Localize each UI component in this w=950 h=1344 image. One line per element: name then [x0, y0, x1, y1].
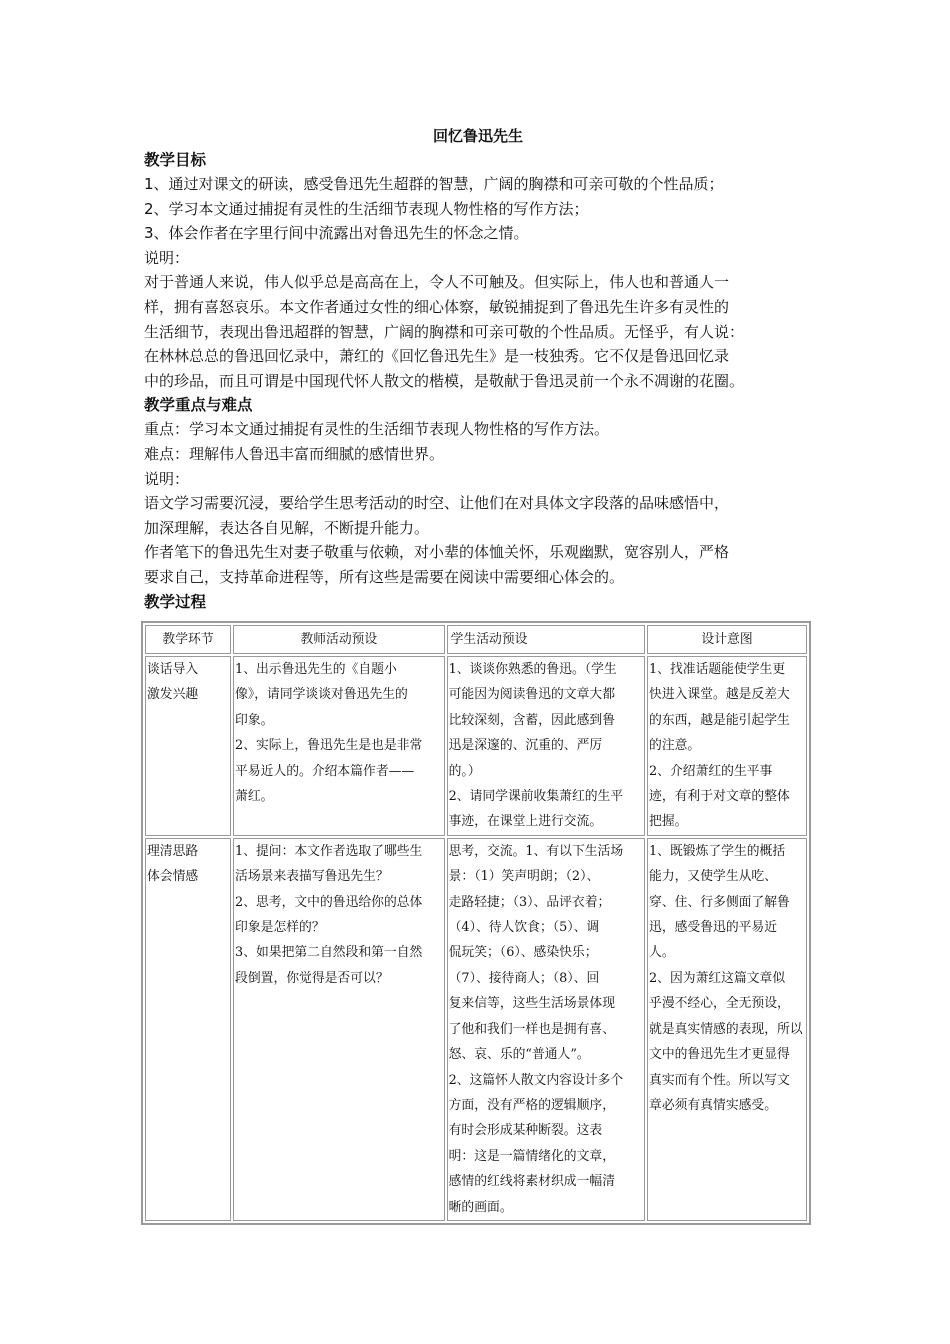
cell-line: 怒、哀、乐的“普通人”。 [448, 1047, 590, 1063]
cell-line: 平易近人的。介绍本篇作者—— [235, 763, 415, 779]
teacher-cell [233, 838, 445, 1221]
cell-line: 事迹，在课堂上进行交流。 [448, 814, 603, 830]
key-points-heading: 教学重点与难点 [144, 396, 253, 415]
process-heading: 教学过程 [144, 592, 207, 611]
cell-line: 1、出示鲁迅先生的《自题小 [235, 662, 397, 677]
goals-note-line: 在林林总总的鲁迅回忆录中，萧红的《回忆鲁迅先生》是一枝独秀。它不仅是鲁迅回忆录 [144, 347, 730, 366]
cell-line: 可能因为阅读鲁迅的文章大都 [448, 687, 615, 703]
cell-line: 文中的鲁迅先生才更显得 [649, 1047, 790, 1063]
goals-note-line: 样，拥有喜怒哀乐。本文作者通过女性的细心体察，敏锐捕捉到了鲁迅先生许多有灵性的 [144, 297, 730, 316]
header-intent: 设计意图 [647, 625, 807, 654]
header-student: 学生活动预设 [447, 625, 645, 654]
cell-line: 2、请同学课前收集萧红的生平 [448, 789, 624, 805]
cell-line: 1、找准话题能使学生更 [649, 662, 786, 677]
cell-line: 激发兴趣 [147, 687, 199, 703]
student-cell [447, 656, 645, 836]
cell-line: 的东西，越是能引起学生 [649, 712, 790, 728]
cell-line: 复来信等，这些生活场景体现 [448, 996, 615, 1012]
cell-line: 印象。 [235, 712, 274, 728]
key-points-note-line: 加深理解，表达各自见解，不断提升能力。 [144, 518, 430, 537]
header-stage: 教学环节 [145, 625, 231, 654]
key-points-note-label: 说明： [144, 469, 190, 488]
cell-line: 2、思考，文中的鲁迅给你的总体 [235, 894, 423, 910]
cell-line: （7）、接待商人；（8）、回 [448, 970, 600, 986]
goals-list [144, 172, 812, 393]
goal-item: 1、通过对课文的研读，感受鲁迅先生超群的智慧，广阔的胸襟和可亲可敬的个性品质； [144, 175, 724, 193]
cell-line: 1、谈谈你熟悉的鲁迅。（学生 [448, 662, 617, 677]
cell-line: 景：（1）笑声明朗；（2）、 [448, 869, 600, 885]
intent-cell [647, 838, 807, 1221]
process-table [141, 621, 811, 1225]
cell-line: 的注意。 [649, 738, 701, 754]
key-points-note-line: 要求自己，支持革命进程等，所有这些是需要在阅读中需要细心体会的。 [144, 567, 625, 586]
cell-line: 1、既锻炼了学生的概括 [649, 843, 786, 859]
cell-line: 穿、住、行多侧面了解鲁 [649, 894, 790, 910]
cell-line: 迅，感受鲁迅的平易近 [649, 920, 777, 936]
cell-line: 思考，交流。1、有以下生活场 [448, 843, 624, 859]
cell-line: 2、介绍萧红的生平事 [649, 763, 773, 779]
cell-line: 1、提问：本文作者选取了哪些生 [235, 843, 423, 859]
cell-line: 人。 [649, 945, 675, 961]
stage-cell [145, 838, 231, 1221]
cell-line: 走路轻捷；（3）、品评衣着； [448, 894, 611, 910]
cell-line: 印象是怎样的？ [235, 920, 325, 936]
intent-cell [647, 656, 807, 836]
cell-line: 感情的红线将素材织成一幅清 [448, 1174, 615, 1190]
cell-line: 能力，又使学生从吃、 [649, 869, 777, 885]
goals-note-line: 对于普通人来说，伟人似乎总是高高在上，令人不可触及。但实际上，伟人也和普通人一 [144, 273, 730, 292]
cell-line: 像》，请同学谈谈对鲁迅先生的 [235, 687, 408, 703]
cell-line: 有时会形成某种断裂。这表 [448, 1123, 603, 1139]
cell-line: 3、如果把第二自然段和第一自然 [235, 945, 423, 961]
goals-heading: 教学目标 [144, 151, 207, 169]
cell-line: 侃玩笑；（6）、感染快乐； [448, 945, 598, 961]
key-points-block [144, 417, 812, 589]
cell-line: 快进入课堂。越是反差大 [649, 687, 790, 703]
cell-line: 活场景来表描写鲁迅先生？ [235, 869, 389, 885]
cell-line: 迹，有利于对文章的整体 [649, 789, 790, 805]
key-points-note-line: 语文学习需要沉浸，要给学生思考活动的时空、让他们在对具体文字段落的品味感悟中， [144, 494, 730, 513]
cell-line: 2、实际上，鲁迅先生是也是非常 [235, 738, 423, 754]
stage-cell [145, 656, 231, 836]
cell-line: 的。） [448, 763, 481, 779]
cell-line: 体会情感 [147, 869, 199, 885]
page-title: 回忆鲁迅先生 [432, 127, 523, 145]
cell-line: （4）、待人饮食；（5）、调 [448, 920, 600, 936]
goal-item: 2、学习本文通过捕捉有灵性的生活细节表现人物性格的写作方法； [144, 199, 589, 218]
focus-point: 重点：学习本文通过捕捉有灵性的生活细节表现人物性格的写作方法。 [144, 420, 610, 439]
difficulty-point: 难点：理解伟人鲁迅丰富而细腻的感情世界。 [144, 444, 445, 463]
cell-line: 段倒置，你觉得是否可以？ [235, 970, 389, 986]
cell-line: 2、因为萧红这篇文章似 [649, 970, 786, 986]
cell-line: 理清思路 [147, 843, 199, 859]
cell-line: 萧红。 [235, 789, 274, 805]
cell-line: 章必须有真情实感受。 [649, 1097, 777, 1113]
cell-line: 把握。 [649, 814, 688, 830]
cell-line: 晰的画面。 [448, 1199, 513, 1215]
key-points-note-line: 作者笔下的鲁迅先生对妻子敬重与依赖，对小辈的体恤关怀，乐观幽默，宽容别人，严格 [144, 543, 730, 562]
goals-note-line: 中的珍品，而且可谓是中国现代怀人散文的楷模，是敬献于鲁迅灵前一个永不凋谢的花圈。 [144, 371, 745, 390]
cell-line: 就是真实情感的表现，所以 [649, 1021, 803, 1037]
cell-line: 迅是深邃的、沉重的、严厉 [448, 738, 603, 754]
cell-line: 了他和我们一样也是拥有喜、 [448, 1021, 615, 1037]
cell-line: 比较深刻，含蓄，因此感到鲁 [448, 712, 615, 728]
student-cell [447, 838, 645, 1221]
cell-line: 明：这是一篇情绪化的文章， [448, 1148, 615, 1164]
table-row [145, 838, 807, 1221]
table-row [145, 656, 807, 836]
goals-note-line: 生活细节，表现出鲁迅超群的智慧，广阔的胸襟和可亲可敬的个性品质。无怪乎，有人说： [144, 322, 745, 341]
cell-line: 方面，没有严格的逻辑顺序， [448, 1097, 615, 1113]
cell-line: 真实而有个性。所以写文 [649, 1072, 790, 1088]
teacher-cell [233, 656, 445, 836]
header-teacher: 教师活动预设 [233, 625, 445, 654]
goals-note-label: 说明： [144, 248, 190, 267]
cell-line: 2、这篇怀人散文内容设计多个 [448, 1072, 624, 1088]
cell-line: 谈话导入 [147, 662, 199, 677]
table-header-row [145, 625, 807, 654]
cell-line: 乎漫不经心，全无预设， [649, 996, 790, 1012]
goal-item: 3、体会作者在字里行间中流露出对鲁迅先生的怀念之情。 [144, 224, 529, 243]
document-body [144, 124, 812, 614]
